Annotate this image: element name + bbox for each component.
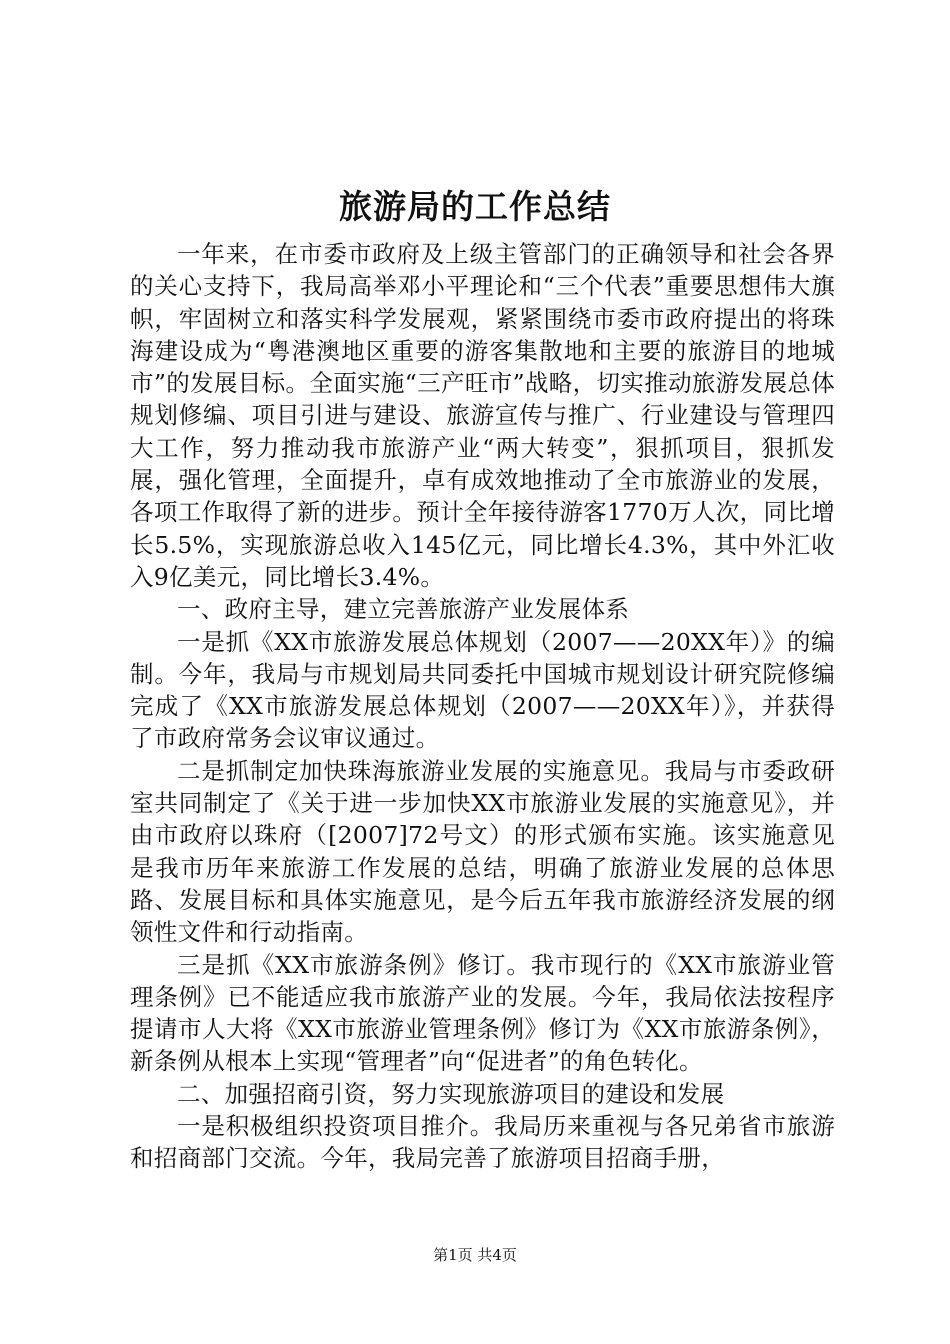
document-body [130,238,835,1175]
paragraph-item: 二是抓制定加快珠海旅游业发展的实施意见。我局与市委政研室共同制定了《关于进一步加快XX市旅游业发展的实施意见》，并由市政府以珠府（[2007]72号文）的形式颁布实施。该实施意见是我市历年来旅游工作发展的总结，明确了旅游业发展的总体思路、发展目标和具体实施意见，是今后五年我市旅游经济发展的纲领性文件和行动指南。 [130,756,835,947]
paragraph-item: 三是抓《XX市旅游条例》修订。我市现行的《XX市旅游业管理条例》已不能适应我市旅游产业的发展。今年，我局依法按程序提请市人大将《XX市旅游业管理条例》修订为《XX市旅游条例》，新条例从根本上实现“管理者”向“促进者”的角色转化。 [130,950,835,1076]
section-heading-1: 一、政府主导，建立完善旅游产业发展体系 [177,595,630,624]
paragraph-item: 一是抓《XX市旅游发展总体规划（2007——20XX年）》的编制。今年，我局与市规划局共同委托中国城市规划设计研究院修编完成了《XX市旅游发展总体规划（2007——20XX年）》，并获得了市政府常务会议审议通过。 [130,627,835,753]
paragraph-item: 一是积极组织投资项目推介。我局历来重视与各兄弟省市旅游和招商部门交流。今年，我局完善了旅游项目招商手册， [130,1112,835,1173]
document-title: 旅游局的工作总结 [339,187,611,226]
page-number-footer: 第1页 共4页 [433,1246,517,1264]
section-heading-2: 二、加强招商引资，努力实现旅游项目的建设和发展 [177,1079,725,1108]
paragraph-intro: 一年来，在市委市政府及上级主管部门的正确领导和社会各界的关心支持下，我局高举邓小平理论和“三个代表”重要思想伟大旗帜，牢固树立和落实科学发展观，紧紧围绕市委市政府提出的将珠海建设成为“粤港澳地区重要的游客集散地和主要的旅游目的地城市”的发展目标。全面实施“三产旺市”战略，切实推动旅游发展总体规划修编、项目引进与建设、旅游宣传与推广、行业建设与管理四大工作，努力推动我市旅游产业“两大转变”，狠抓项目，狠抓发展，强化管理，全面提升，卓有成效地推动了全市旅游业的发展，各项工作取得了新的进步。预计全年接待游客1770万人次，同比增长5.5%，实现旅游总收入145亿元，同比增长4.3%，其中外汇收入9亿美元，同比增长3.4%。 [130,240,835,591]
